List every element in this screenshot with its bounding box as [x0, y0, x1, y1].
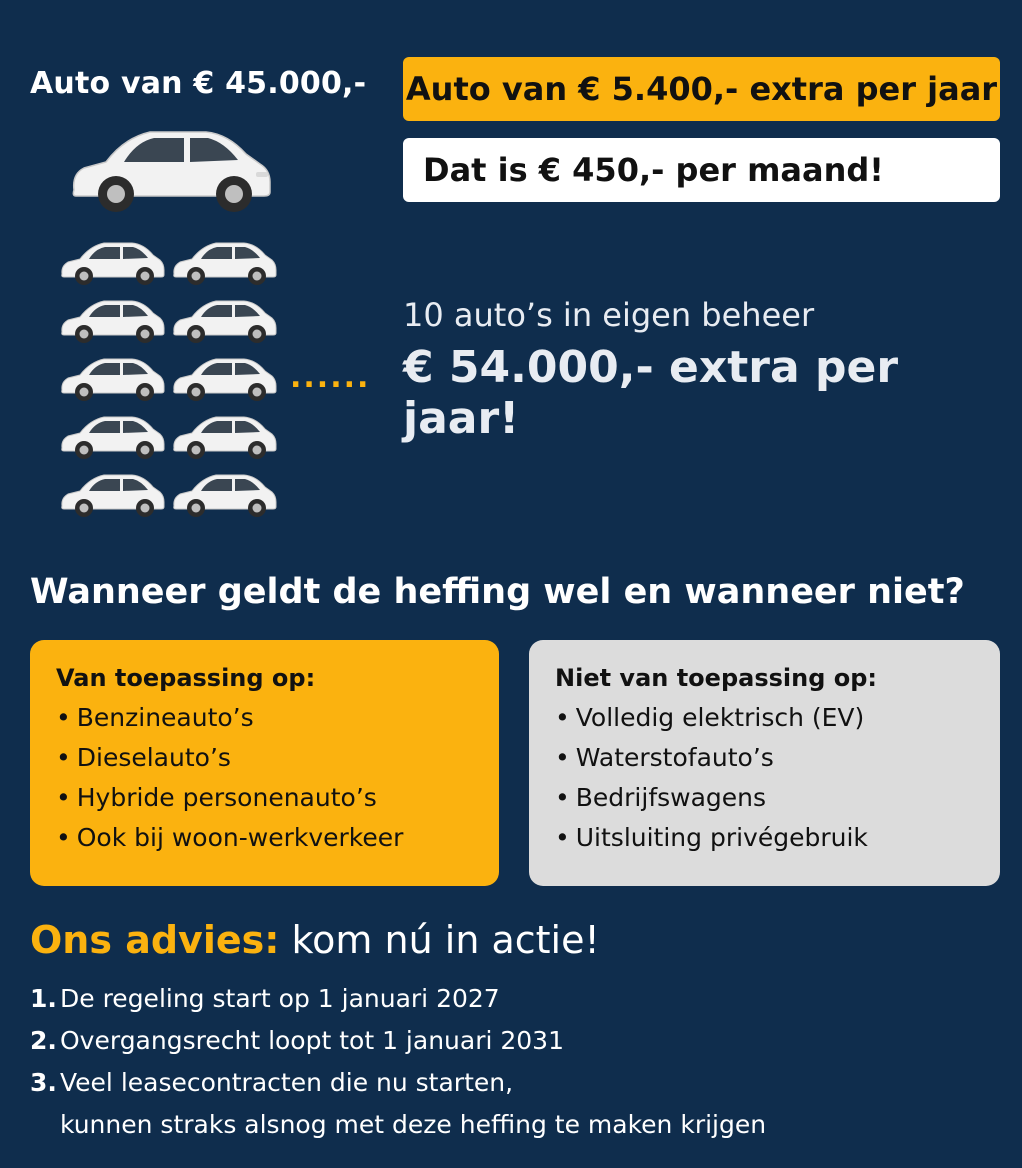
list-item: • Dieselauto’s: [56, 738, 473, 778]
fleet-amount: € 54.000,- extra per jaar!: [403, 342, 899, 444]
car-icon: [58, 412, 166, 460]
applies-title: Van toepassing op:: [56, 664, 316, 692]
car-icon: [58, 238, 166, 286]
connector-dots: ......: [290, 360, 371, 395]
car-icon: [58, 470, 166, 518]
car-icon: [58, 354, 166, 402]
advice-steps: [30, 978, 766, 1146]
step-number: 3.: [30, 1068, 57, 1097]
list-item: • Volledig elektrisch (EV): [555, 698, 974, 738]
car-icon: [170, 296, 278, 344]
list-item: • Ook bij woon-werkverkeer: [56, 818, 473, 858]
step-item: [30, 1062, 766, 1146]
car-icon: [58, 296, 166, 344]
yearly-extra-banner: Auto van € 5.400,- extra per jaar: [403, 57, 1000, 121]
not-applies-title: Niet van toepassing op:: [555, 664, 877, 692]
not-applies-list: [555, 698, 974, 858]
car-icon: [66, 124, 274, 214]
section-title: Wanneer geldt de heffing wel en wanneer niet?: [30, 572, 965, 612]
applies-card: [30, 640, 499, 886]
step-text: Overgangsrecht loopt tot 1 januari 2031: [60, 1026, 564, 1055]
applies-list: [56, 698, 473, 858]
advice-rest: kom nú in actie!: [279, 918, 600, 962]
step-item: [30, 978, 766, 1020]
step-item: [30, 1020, 766, 1062]
list-item: • Bedrijfswagens: [555, 778, 974, 818]
advice-highlight: Ons advies:: [30, 918, 280, 962]
monthly-extra-banner: Dat is € 450,- per maand!: [403, 138, 1000, 202]
car-icon: [170, 238, 278, 286]
advice-heading: [30, 918, 600, 962]
car-price-label: Auto van € 45.000,-: [30, 66, 367, 101]
step-text: De regeling start op 1 januari 2027: [60, 984, 500, 1013]
car-icon: [170, 412, 278, 460]
car-icon: [170, 470, 278, 518]
car-icon: [170, 354, 278, 402]
list-item: • Waterstofauto’s: [555, 738, 974, 778]
step-number: 1.: [30, 984, 57, 1013]
step-text: Veel leasecontracten die nu starten, kunnen straks alsnog met deze heffing te maken krijgen: [60, 1068, 767, 1139]
step-number: 2.: [30, 1026, 57, 1055]
not-applies-card: [529, 640, 1000, 886]
list-item: • Hybride personenauto’s: [56, 778, 473, 818]
fleet-count-label: 10 auto’s in eigen beheer: [403, 296, 815, 334]
list-item: • Uitsluiting privégebruik: [555, 818, 974, 858]
list-item: • Benzineauto’s: [56, 698, 473, 738]
